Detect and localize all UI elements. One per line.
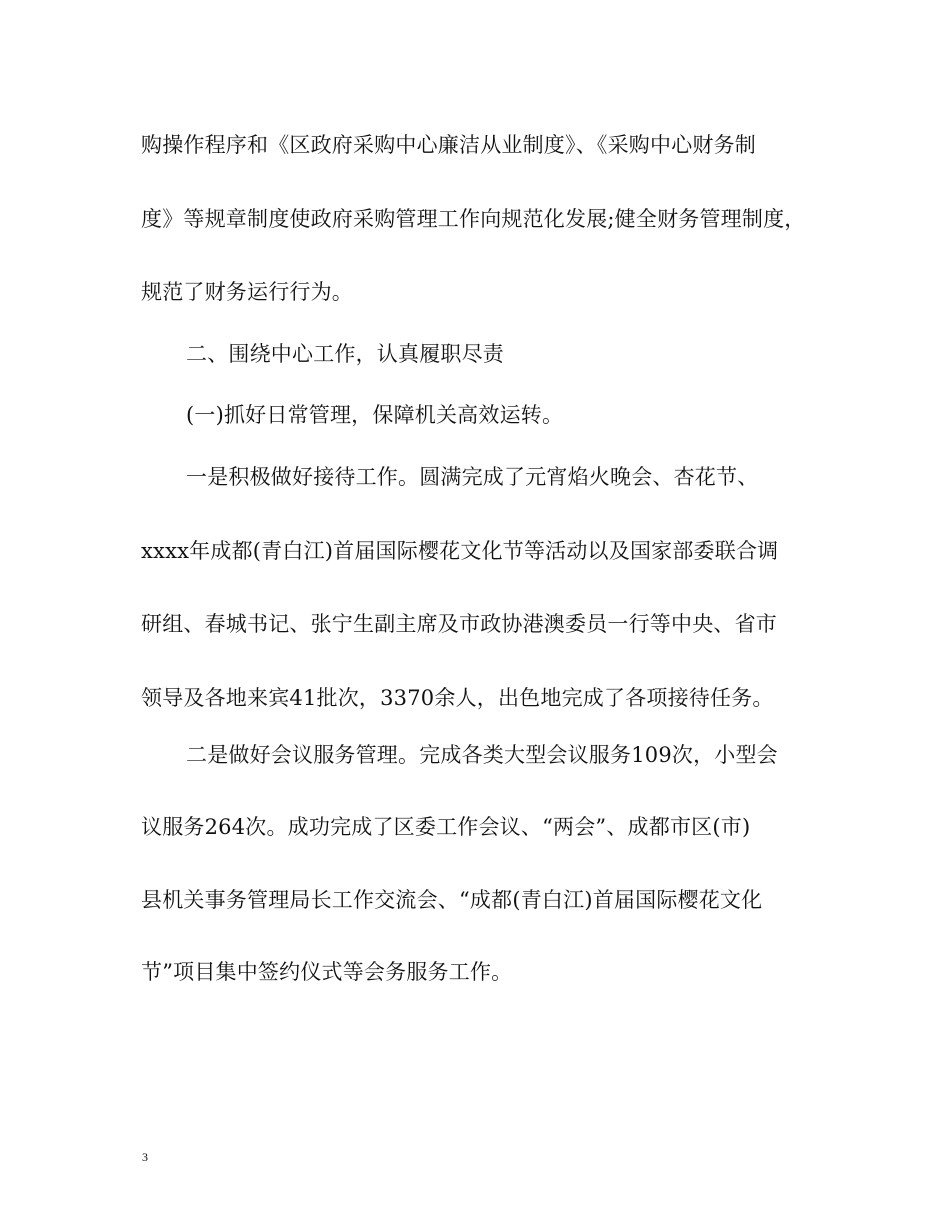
text-line: 二是做好会议服务管理。完成各类大型会议服务109次，小型会 [186, 743, 778, 767]
subsection-heading: (一)抓好日常管理，保障机关高效运转。 [186, 403, 564, 427]
text-line: 研组、春城书记、张宁生副主席及市政协港澳委员一行等中央、省市 [141, 612, 777, 636]
text-line: 购操作程序和《区政府采购中心廉洁从业制度》、《采购中心财务制 [141, 133, 756, 157]
text-line: 议服务264次。成功完成了区委工作会议、“两会”、成都市区(市) [141, 815, 751, 839]
text-line: 一是积极做好接待工作。圆满完成了元宵焰火晚会、杏花节、 [186, 465, 759, 489]
text-line: 领导及各地来宾41批次，3370余人，出色地完成了各项接待任务。 [141, 686, 774, 710]
text-line: 县机关事务管理局长工作交流会、“成都(青白江)首届国际樱花文化 [141, 888, 763, 912]
section-heading: 二、围绕中心工作，认真履职尽责 [186, 342, 504, 366]
text-line: xxxx年成都(青白江)首届国际樱花文化节等活动以及国家部委联合调 [141, 539, 779, 563]
text-line: 节”项目集中签约仪式等会务服务工作。 [141, 960, 513, 984]
text-line: 规范了财务运行行为。 [141, 280, 353, 304]
page-number: 3 [142, 1150, 148, 1164]
text-line: 度》等规章制度使政府采购管理工作向规范化发展;健全财务管理制度， [141, 207, 806, 231]
